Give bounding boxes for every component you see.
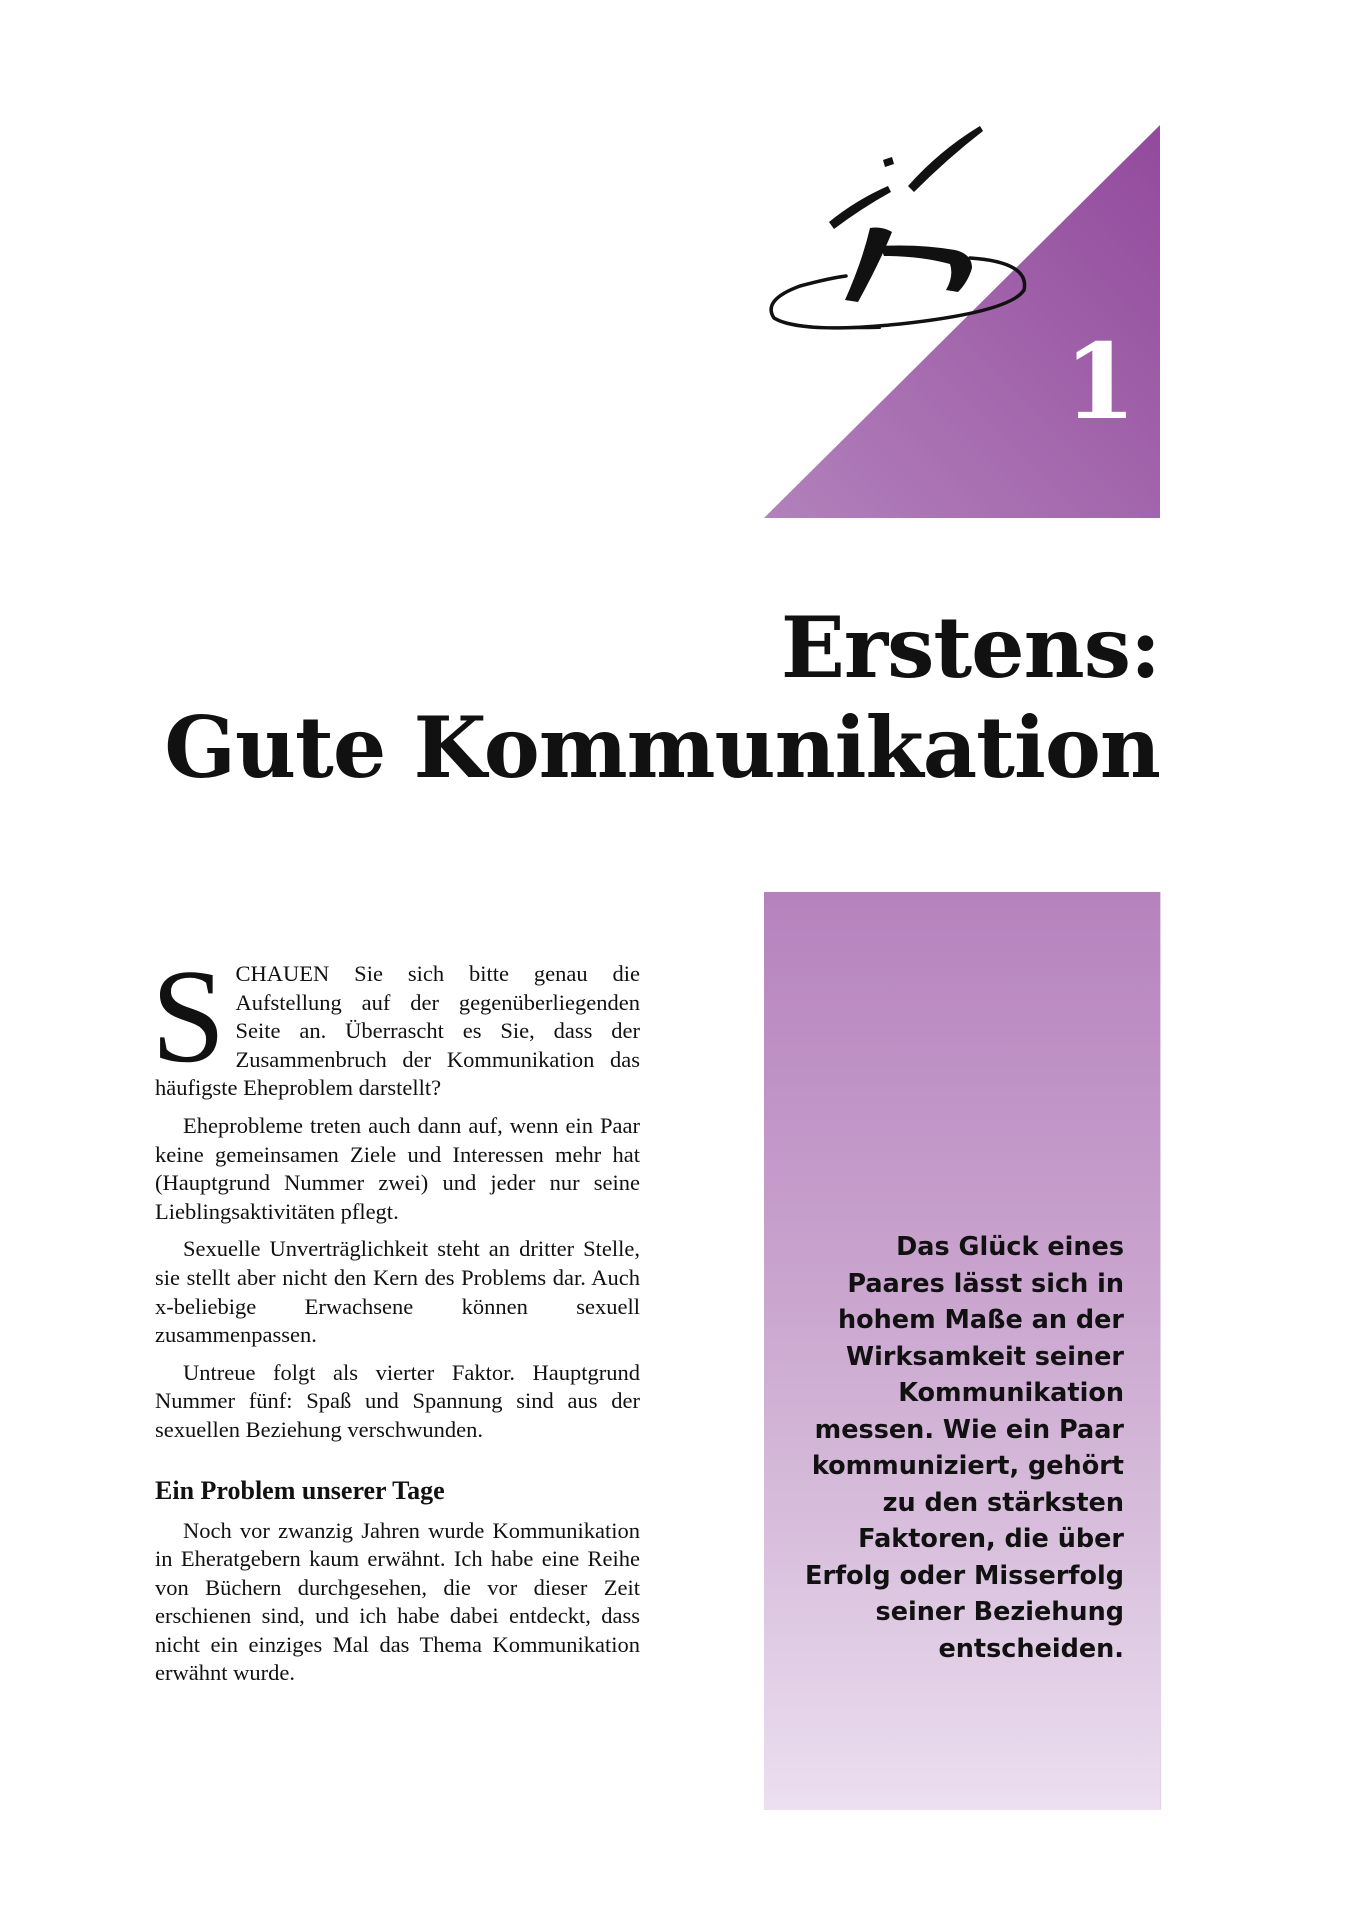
quote-line: Das Glück eines — [896, 1232, 1124, 1262]
paragraph-4: Untreue folgt als vierter Faktor. Hauptgrund Nummer fünf: Spaß und Spannung sind aus der sexuellen Beziehung verschwunden. — [155, 1359, 640, 1442]
chapter-title — [164, 598, 1160, 798]
paragraph-1-text: CHAUEN Sie sich bitte genau die Aufstellung auf der gegenüberliegenden Seite an. Überrascht es Sie, dass der Zusammenbruch der Kommunikation das häufigste Eheproblem darstellt? — [155, 961, 640, 1101]
quote-line: entscheiden. — [938, 1633, 1124, 1664]
quote-line: kommuniziert, gehört — [811, 1451, 1124, 1481]
quote-line: zu den stärksten — [882, 1487, 1124, 1518]
chapter-title-line-1: Erstens: — [780, 598, 1160, 697]
paragraph-2: Eheprobleme treten auch dann auf, wenn ein Paar keine gemeinsamen Ziele und Interessen mehr hat (Hauptgrund Nummer zwei) und jeder nur seine Lieblingsaktivitäten pflegt. — [155, 1112, 640, 1224]
quote-line: messen. Wie ein Paar — [814, 1414, 1124, 1445]
quote-line: Paares lässt sich in — [847, 1268, 1124, 1299]
chapter-title-line-2: Gute Kommunikation — [164, 698, 1160, 797]
quote-line: Faktoren, die über — [858, 1524, 1124, 1554]
quote-line: hohem Maße an der — [837, 1305, 1124, 1335]
pull-quote — [784, 1229, 1124, 1667]
quote-line: Erfolg oder Misserfolg — [805, 1560, 1124, 1591]
quote-line: Wirksamkeit seiner — [846, 1341, 1124, 1372]
chapter-number: 1 — [1063, 320, 1137, 443]
drop-cap: S — [151, 942, 226, 1090]
paragraph-3: Sexuelle Unverträglichkeit steht an dritter Stelle, sie stellt aber nicht den Kern des Problems dar. Auch x-beliebige Erwachsene können sexuell zusammenpassen. — [155, 1236, 640, 1348]
paragraph-5: Noch vor zwanzig Jahren wurde Kommunikation in Eheratgebern kaum erwähnt. Ich habe eine Reihe von Büchern durchgesehen, die vor dieser Zeit erschienen sind, und ich habe dabei entdeckt, dass nicht ein einziges Mal das Thema Kommunikation erwähnt wurde. — [155, 1517, 640, 1686]
paragraph-1 — [151, 942, 640, 1103]
body-column — [151, 942, 640, 1697]
quote-line: Kommunikation — [898, 1378, 1124, 1408]
quote-line: seiner Beziehung — [875, 1597, 1124, 1627]
section-heading: Ein Problem unserer Tage — [155, 1475, 445, 1505]
pull-quote-box — [764, 892, 1161, 1810]
